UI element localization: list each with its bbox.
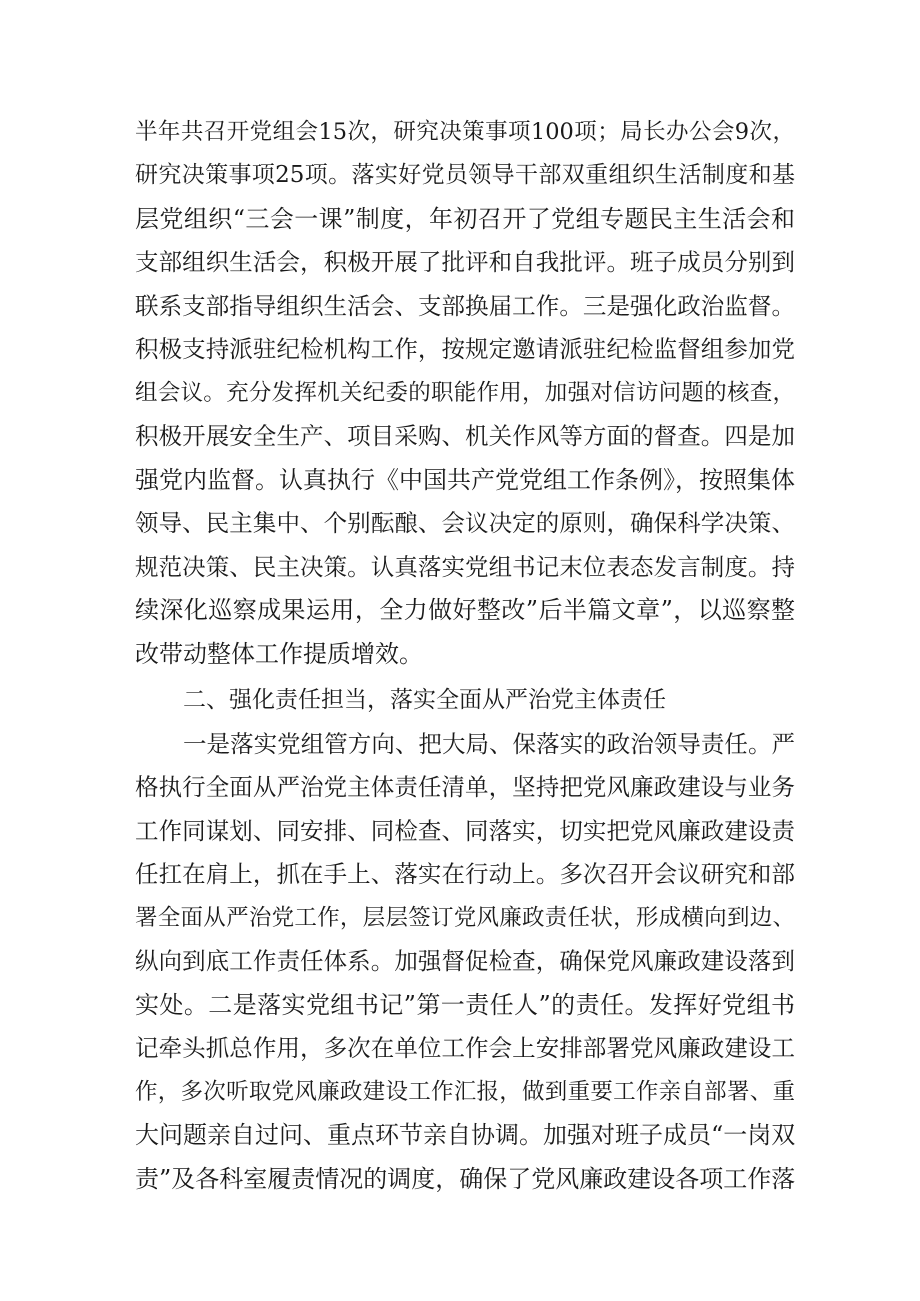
- paragraph-1-line-4: 支部组织生活会，积极开展了批评和自我批评。班子成员分别到: [135, 248, 795, 276]
- paragraph-2-line-5: 署全面从严治党工作，层层签订党风廉政责任状，形成横向到边、: [135, 905, 795, 931]
- section-heading: 二、强化责任担当，落实全面从严治党主体责任: [183, 687, 666, 713]
- paragraph-1-line-8: 积极开展安全生产、项目采购、机关作风等方面的督查。四是加: [135, 422, 795, 450]
- paragraph-1-line-5: 联系支部指导组织生活会、支部换届工作。三是强化政治监督。: [135, 292, 795, 320]
- paragraph-1-line-11: 规范决策、民主决策。认真落实党组书记末位表态发言制度。持: [135, 553, 795, 581]
- paragraph-1-line-6: 积极支持派驻纪检机构工作，按规定邀请派驻纪检监督组参加党: [135, 335, 795, 363]
- paragraph-1-line-12: 续深化巡察成果运用，全力做好整改”后半篇文章”，以巡察整: [135, 596, 795, 624]
- paragraph-1-line-2: 研究决策事项25项。落实好党员领导干部双重组织生活制度和基: [135, 162, 795, 188]
- paragraph-2-line-11: 责”及各科室履责情况的调度，确保了党风廉政建设各项工作落: [135, 1165, 796, 1193]
- paragraph-2-line-1: 一是落实党组管方向、把大局、保落实的政治领导责任。严: [183, 730, 795, 758]
- paragraph-1-line-10: 领导、民主集中、个别酝酿、会议决定的原则，确保科学决策、: [135, 509, 795, 537]
- paragraph-1-line-13: 改带动整体工作提质增效。: [135, 640, 423, 668]
- paragraph-1-line-3: 层党组织“三会一课”制度，年初召开了党组专题民主生活会和: [135, 205, 795, 233]
- paragraph-1-line-1: 半年共召开党组会15次，研究决策事项100项；局长办公会9次，: [135, 119, 795, 145]
- paragraph-2-line-9: 作，多次听取党风廉政建设工作汇报，做到重要工作亲自部署、重: [135, 1079, 795, 1105]
- paragraph-2-line-8: 记牵头抓总作用，多次在单位工作会上安排部署党风廉政建设工: [135, 1034, 795, 1062]
- paragraph-1-line-9: 强党内监督。认真执行《中国共产党党组工作条例》，按照集体: [135, 466, 795, 494]
- paragraph-1-line-7: 组会议。充分发挥机关纪委的职能作用，加强对信访问题的核查，: [135, 380, 795, 406]
- paragraph-2-line-2: 格执行全面从严治党主体责任清单，坚持把党风廉政建设与业务: [135, 773, 795, 801]
- paragraph-2-line-7: 实处。二是落实党组书记”第一责任人”的责任。发挥好党组书: [135, 991, 795, 1019]
- paragraph-2-line-10: 大问题亲自过问、重点环节亲自协调。加强对班子成员“一岗双: [135, 1121, 796, 1149]
- paragraph-2-line-4: 任扛在肩上，抓在手上、落实在行动上。多次召开会议研究和部: [135, 860, 795, 888]
- paragraph-2-line-3: 工作同谋划、同安排、同检查、同落实，切实把党风廉政建设责: [135, 817, 795, 845]
- paragraph-2-line-6: 纵向到底工作责任体系。加强督促检查，确保党风廉政建设落到: [135, 947, 795, 975]
